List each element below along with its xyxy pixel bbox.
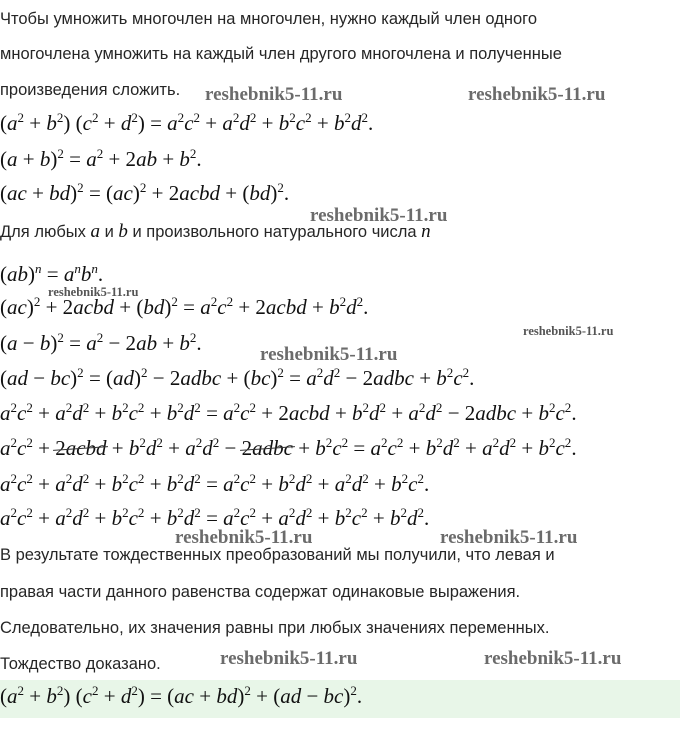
final-identity-highlight <box>0 680 680 718</box>
cancelled-term-2adbc: 2adbc <box>241 436 293 460</box>
watermark: reshebnik5-11.ru <box>220 648 358 669</box>
watermark: reshebnik5-11.ru <box>260 344 398 365</box>
result-line-3: Следовательно, их значения равны при любых значениях переменных. <box>0 619 550 637</box>
formula-final-identity: $(a^2 + b^2) (c^2 + d^2) = (ac + bd)^2 + (ad - bc)^2$. <box>0 682 363 708</box>
formula-square-ac-bd: (ac + bd)$^2$ = (ac)$^2$ + 2acbd + (bd)$^2$. <box>0 179 290 205</box>
formula-square-of-sum: $(a + b)^2 = a^2 + 2ab + b^2$. <box>0 145 202 171</box>
formula-square-of-difference: $(a - b)^2 = a^2 - 2ab + b^2$. <box>0 329 202 355</box>
watermark: reshebnik5-11.ru <box>310 205 448 226</box>
proved-statement: Тождество доказано. <box>0 655 161 673</box>
formula-power-of-product: $(ab)^n = a^nb^n$. <box>0 260 104 286</box>
watermark: reshebnik5-11.ru <box>440 527 578 548</box>
watermark: reshebnik5-11.ru <box>523 324 614 338</box>
formula-ac-bd-expanded: (ac)$^2$ + 2acbd + $(bd)^2 = a^2c^2$ + 2acbd + $b^2d^2$. <box>0 293 369 319</box>
formula-simplified-1: $a^2c^2 + a^2d^2 + b^2c^2 + b^2d^2 = a^2c^2 + b^2d^2 + a^2d^2 + b^2c^2$. <box>0 470 430 496</box>
formula-ad-bc-expanded: (ad − bc)$^2$ = (ad)$^2$ − 2adbc + $(bc)^2 = a^2d^2$ − 2adbc + $b^2c^2$. <box>0 364 475 390</box>
intro-line-2: многочлена умножить на каждый член другого многочлена и полученные <box>0 45 562 63</box>
formula-simplified-2: $a^2c^2 + a^2d^2 + b^2c^2 + b^2d^2 = a^2c^2 + a^2d^2 + b^2c^2 + b^2d^2$. <box>0 504 430 530</box>
watermark: reshebnik5-11.ru <box>484 648 622 669</box>
result-line-2: правая части данного равенства содержат одинаковые выражения. <box>0 583 521 601</box>
formula-product-expansion: $(a^2 + b^2) (c^2 + d^2) = a^2c^2 + a^2d^2 + b^2c^2 + b^2d^2$. <box>0 109 374 135</box>
watermark: reshebnik5-11.ru <box>48 285 139 299</box>
intro-line-3: произведения сложить. <box>0 81 181 99</box>
formula-cancelled-terms: $a^2c^2$ + 2acbd + $b^2d^2 + a^2d^2$ − 2adbc + $b^2c^2 = a^2c^2 + b^2d^2 + a^2d^2 + b^2c^2$. <box>0 434 577 460</box>
watermark: reshebnik5-11.ru <box>205 84 343 105</box>
any-variables-statement: Для любых a и b и произвольного натурального числа n <box>0 221 431 242</box>
intro-line-1: Чтобы умножить многочлен на многочлен, нужно каждый член одного <box>0 10 537 28</box>
watermark: reshebnik5-11.ru <box>175 527 313 548</box>
cancelled-term-2acbd: 2acbd <box>55 436 107 460</box>
result-line-1: В результате тождественных преобразований мы получили, что левая и <box>0 546 555 564</box>
watermark: reshebnik5-11.ru <box>468 84 606 105</box>
formula-full-expansion: $a^2c^2 + a^2d^2 + b^2c^2 + b^2d^2 = a^2c^2$ + 2acbd + $b^2d^2 + a^2d^2$ − 2adbc + $b^2c^2$. <box>0 399 577 425</box>
